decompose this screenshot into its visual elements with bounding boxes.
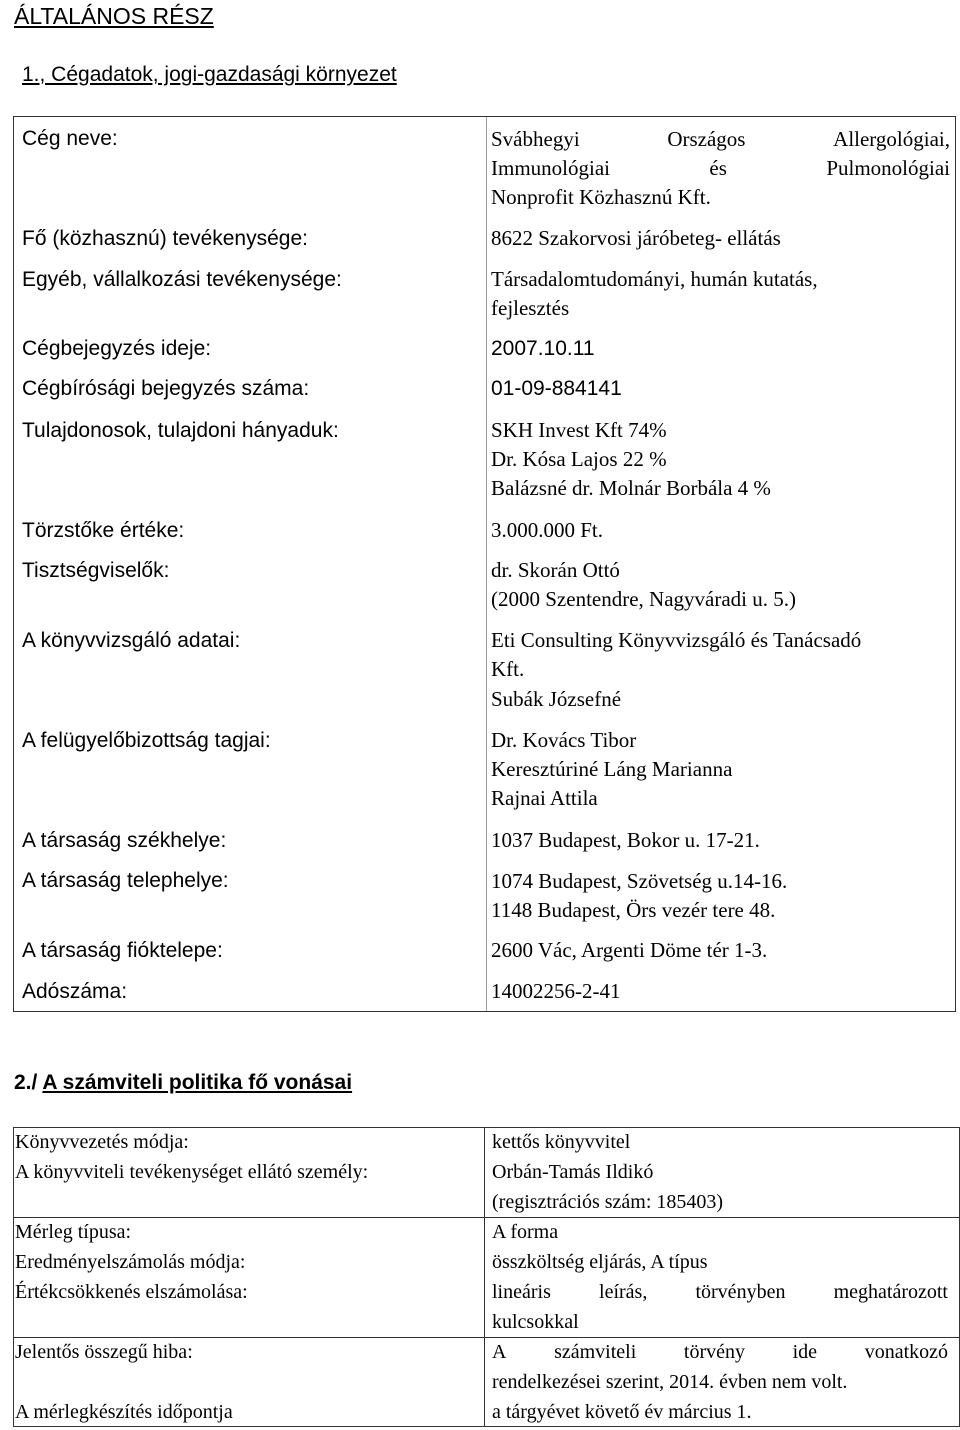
error-label: Jelentős összegű hiba:	[15, 1341, 193, 1363]
owner-item: SKH Invest Kft 74%	[491, 418, 667, 442]
bookkeeping-value: kettős könyvvitel	[492, 1131, 631, 1153]
officers-label: Tisztségviselők:	[22, 559, 170, 582]
court-reg-number-value: 01-09-884141	[491, 377, 622, 400]
section2-title: A számviteli politika fő vonásai	[42, 1071, 353, 1094]
bookkeeper-registration: (regisztrációs szám: 185403)	[492, 1191, 724, 1213]
branch-value: 2600 Vác, Argenti Döme tér 1-3.	[491, 938, 768, 962]
error-line1	[492, 1337, 948, 1367]
other-activity-line2: fejlesztés	[491, 296, 570, 320]
depreciation-label: Értékcsökkenés elszámolása:	[15, 1281, 248, 1303]
auditor-item: Subák Józsefné	[491, 687, 622, 711]
company-name-word: és	[709, 156, 727, 180]
error-word: törvény	[683, 1341, 745, 1363]
court-reg-number-label: Cégbírósági bejegyzés száma:	[22, 377, 310, 400]
error-word: számviteli	[554, 1341, 637, 1363]
site-item: 1148 Budapest, Örs vezér tere 48.	[491, 898, 776, 922]
owners-label: Tulajdonosok, tulajdoni hányaduk:	[22, 419, 339, 442]
tax-number-value: 14002256-2-41	[491, 979, 621, 1003]
tax-number-label: Adószáma:	[22, 980, 128, 1003]
depreciation-word: törvényben	[695, 1281, 786, 1303]
income-method-label: Eredményelszámolás módja:	[15, 1251, 246, 1273]
company-name-word: Allergológiai,	[833, 127, 950, 151]
depreciation-line1	[492, 1277, 948, 1307]
hq-value: 1037 Budapest, Bokor u. 17-21.	[491, 828, 760, 852]
officer-item: (2000 Szentendre, Nagyváradi u. 5.)	[491, 587, 796, 611]
balance-type-value: A forma	[492, 1221, 559, 1243]
owner-item: Balázsné dr. Molnár Borbála 4 %	[491, 476, 771, 500]
company-name-word: Pulmonológiai	[826, 156, 950, 180]
error-word: vonatkozó	[864, 1341, 948, 1363]
other-activity-line1: Társadalomtudományi, humán kutatás,	[491, 267, 818, 291]
other-activity-label: Egyéb, vállalkozási tevékenysége:	[22, 268, 342, 291]
supervisory-label: A felügyelőbizottság tagjai:	[22, 729, 271, 752]
company-name-label: Cég neve:	[22, 127, 118, 150]
section2-number: 2./	[14, 1071, 38, 1094]
accounting-table-divider	[484, 1128, 485, 1426]
capital-label: Törzstőke értéke:	[22, 519, 185, 542]
company-data-divider	[486, 117, 487, 1011]
supervisory-member: Keresztúriné Láng Marianna	[491, 757, 733, 781]
company-name-line1	[491, 125, 950, 155]
table-row-divider	[13, 1217, 960, 1218]
owner-item: Dr. Kósa Lajos 22 %	[491, 447, 667, 471]
depreciation-word: leírás,	[599, 1281, 648, 1303]
auditor-item: Kft.	[491, 657, 525, 681]
company-name-line2	[491, 154, 950, 184]
company-name-word: Országos	[667, 127, 746, 151]
depreciation-word: meghatározott	[833, 1281, 948, 1303]
company-name-word: Svábhegyi	[491, 127, 580, 151]
bookkeeper-label: A könyvviteli tevékenységet ellátó személy:	[15, 1161, 369, 1183]
depreciation-word: lineáris	[492, 1281, 551, 1303]
registration-date-value: 2007.10.11	[491, 337, 595, 360]
supervisory-member: Rajnai Attila	[491, 786, 598, 810]
main-activity-label: Fő (közhasznú) tevékenysége:	[22, 227, 308, 250]
company-name-word: Immunológiai	[491, 156, 610, 180]
balance-date-value: a tárgyévet követő év március 1.	[492, 1401, 752, 1423]
error-word: ide	[792, 1341, 818, 1363]
section2-heading	[14, 1068, 352, 1098]
bookkeeper-name: Orbán-Tamás Ildikó	[492, 1161, 654, 1183]
auditor-label: A könyvvizsgáló adatai:	[22, 629, 241, 652]
branch-label: A társaság fióktelepe:	[22, 939, 223, 962]
section1-heading: 1., Cégadatok, jogi-gazdasági környezet	[22, 63, 397, 86]
supervisory-member: Dr. Kovács Tibor	[491, 728, 637, 752]
main-activity-value: 8622 Szakorvosi járóbeteg- ellátás	[491, 226, 781, 250]
general-part-heading: ÁLTALÁNOS RÉSZ	[14, 3, 214, 29]
hq-label: A társaság székhelye:	[22, 829, 227, 852]
site-item: 1074 Budapest, Szövetség u.14-16.	[491, 869, 788, 893]
error-word: A	[492, 1341, 507, 1363]
company-name-line3: Nonprofit Közhasznú Kft.	[491, 185, 711, 209]
auditor-item: Eti Consulting Könyvvizsgáló és Tanácsadó	[491, 628, 862, 652]
income-method-value: összköltség eljárás, A típus	[492, 1251, 708, 1273]
bookkeeping-label: Könyvvezetés módja:	[15, 1131, 189, 1153]
balance-date-label: A mérlegkészítés időpontja	[15, 1401, 233, 1423]
error-line2: rendelkezései szerint, 2014. évben nem volt.	[492, 1371, 848, 1393]
sites-label: A társaság telephelye:	[22, 869, 229, 892]
officer-item: dr. Skorán Ottó	[491, 558, 620, 582]
registration-date-label: Cégbejegyzés ideje:	[22, 337, 212, 360]
balance-type-label: Mérleg típusa:	[15, 1221, 132, 1243]
capital-value: 3.000.000 Ft.	[491, 518, 604, 542]
depreciation-line2: kulcsokkal	[492, 1311, 579, 1333]
